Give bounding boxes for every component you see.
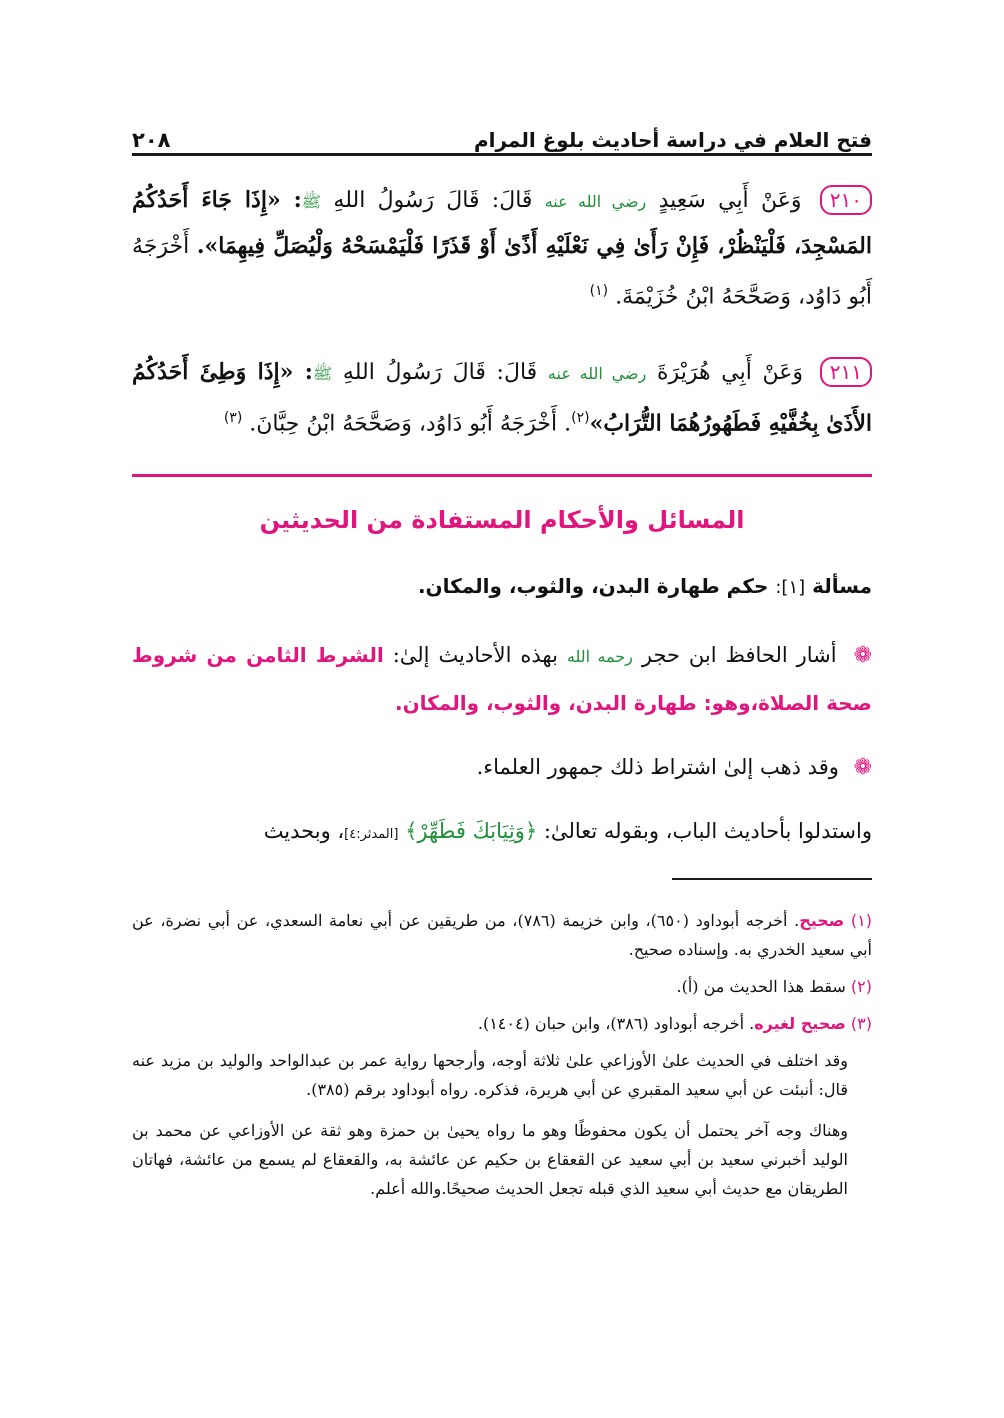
honorific-glyph: رضي الله عنه [544,192,647,211]
honorific-glyph: رحمه الله [566,647,633,666]
salawat-glyph: ﷺ [312,364,333,383]
paragraph [132,808,872,858]
footnote [132,906,872,964]
section-title: المسائل والأحكام المستفادة من الحديثين [259,506,745,534]
page-number: ٢٠٨ [132,128,171,152]
paragraph-text: أشار الحافظ ابن حجر [641,643,837,667]
running-header [132,118,872,152]
footnote-ref[interactable]: (٢) [571,410,590,426]
grading-label: صحيح [799,911,845,930]
hadith-intro: وَعَنْ أَبِي هُرَيْرَةَ [657,360,804,385]
paragraph-text: ، وبحديث [263,819,345,843]
footnote [132,1009,872,1038]
footnote-text: . أخرجه أبوداود (٣٨٦)، وابن حبان (١٤٠٤). [477,1014,755,1033]
footnote-text: . أخرجه أبوداود (٦٥٠)، وابن خزيمة (٧٨٦)، من طريقين عن أبي نعامة السعدي، عن أبي نضرة، عن أبي سعيد الخدري به. وإسناده صحيح. [132,911,872,959]
hadith-intro: وَعَنْ أَبِي سَعِيدٍ [658,188,802,213]
footnote-number: (٣) [850,1014,872,1033]
footnote-number: (١) [850,911,872,930]
footnote-text: سقط هذا الحديث من (أ). [676,977,846,996]
section-divider [132,474,872,477]
book-title: فتح العلام في دراسة أحاديث بلوغ المرام [473,128,872,152]
hadith-number-badge: ٢١١ [820,357,872,387]
issue-number: [١]: [775,577,806,598]
footnote-paragraph: وقد اختلف في الحديث علىٰ الأوزاعي علىٰ ثلاثة أوجه، وأرجحها رواية عمر بن عبدالواحد والوليد بن مزيد عنه قال: أنبئت عن أبي سعيد المقبري عن أبي هريرة، فذكره. رواه أبوداود برقم (٣٨٥). [132,1051,848,1099]
honorific-glyph: رضي الله عنه [547,364,647,383]
header-rule [132,153,872,156]
hadith-source: أَخْرَجَهُ أَبُو دَاوُد، وَصَحَّحَهُ ابْنُ خُزَيْمَةَ. [132,234,872,310]
footnote-number: (٢) [850,977,872,996]
footnote-separator [672,878,872,880]
footnote-ref[interactable]: (٣) [223,410,243,426]
hadith-211 [132,350,872,446]
hadith-said: قَالَ: قَالَ رَسُولُ اللهِ [342,360,538,385]
hadith-said: قَالَ: قَالَ رَسُولُ اللهِ [333,188,533,213]
paragraph-text: بهذه الأحاديث إلىٰ: [392,643,558,667]
flower-bullet-icon: ❁ [853,755,872,780]
quran-verse: ﴿وَثِيَابَكَ فَطَهِّرْ﴾ [405,819,538,843]
footnote-paragraph: وهناك وجه آخر يحتمل أن يكون محفوظًا وهو ما رواه يحيىٰ بن حمزة وهو ثقة عن الأوزاعي عن محمد بن الوليد أخبرني سعيد بن أبي سعيد عن القعقاع بن حكيم عن عائشة به، والقعقاع لم يسمع من عائشة، فهاتان الطريقان مع حديث أبي سعيد الذي قبله تجعل الحديث صحيحًا.والله أعلم. [132,1121,849,1198]
paragraph-text: واستدلوا بأحاديث الباب، وبقوله تعالىٰ: [543,819,872,843]
salawat-glyph: ﷺ [301,192,322,211]
footnote [132,972,872,1001]
hadith-source: . أَخْرَجَهُ أَبُو دَاوُد، وَصَحَّحَهُ ابْنُ حِبَّانَ. [249,411,572,437]
hadith-quote: : «إِذَا جَاءَ أَحَدُكُمُ المَسْجِدَ، فَلْيَنْظُرْ، فَإِنْ رَأَىٰ فِي نَعْلَيْهِ أَذًىٰ أَوْ قَذَرًا فَلْيَمْسَحْهُ وَلْيُصَلِّ فِيهِمَا». [132,187,872,259]
footnotes [132,906,872,1215]
flower-bullet-icon: ❁ [853,643,872,668]
footnote-ref[interactable]: (١) [589,283,609,299]
paragraph-text: وقد ذهب إلىٰ اشتراط ذلك جمهور العلماء. [476,755,839,779]
hadith-quote: : «إِذَا وَطِئَ أَحَدُكُمُ الأَذَىٰ بِخُفَّيْهِ فَطَهُورُهُمَا التُّرَابُ» [132,359,872,437]
issue-text: حكم طهارة البدن، والثوب، والمكان. [417,574,769,598]
hadith-number-badge: ٢١٠ [820,185,872,215]
hadith-210 [132,178,872,319]
verse-reference: [المدثر:٤] [344,827,399,842]
issue-label: مسألة [812,574,872,598]
highlighted-text: الشرط الثامن من شروط صحة الصلاة،وهو: طهارة البدن، والثوب، والمكان. [132,643,872,715]
paragraph [132,744,872,791]
issue-heading [132,574,872,598]
paragraph [132,632,872,726]
grading-label: صحيح لغيره [754,1014,846,1033]
